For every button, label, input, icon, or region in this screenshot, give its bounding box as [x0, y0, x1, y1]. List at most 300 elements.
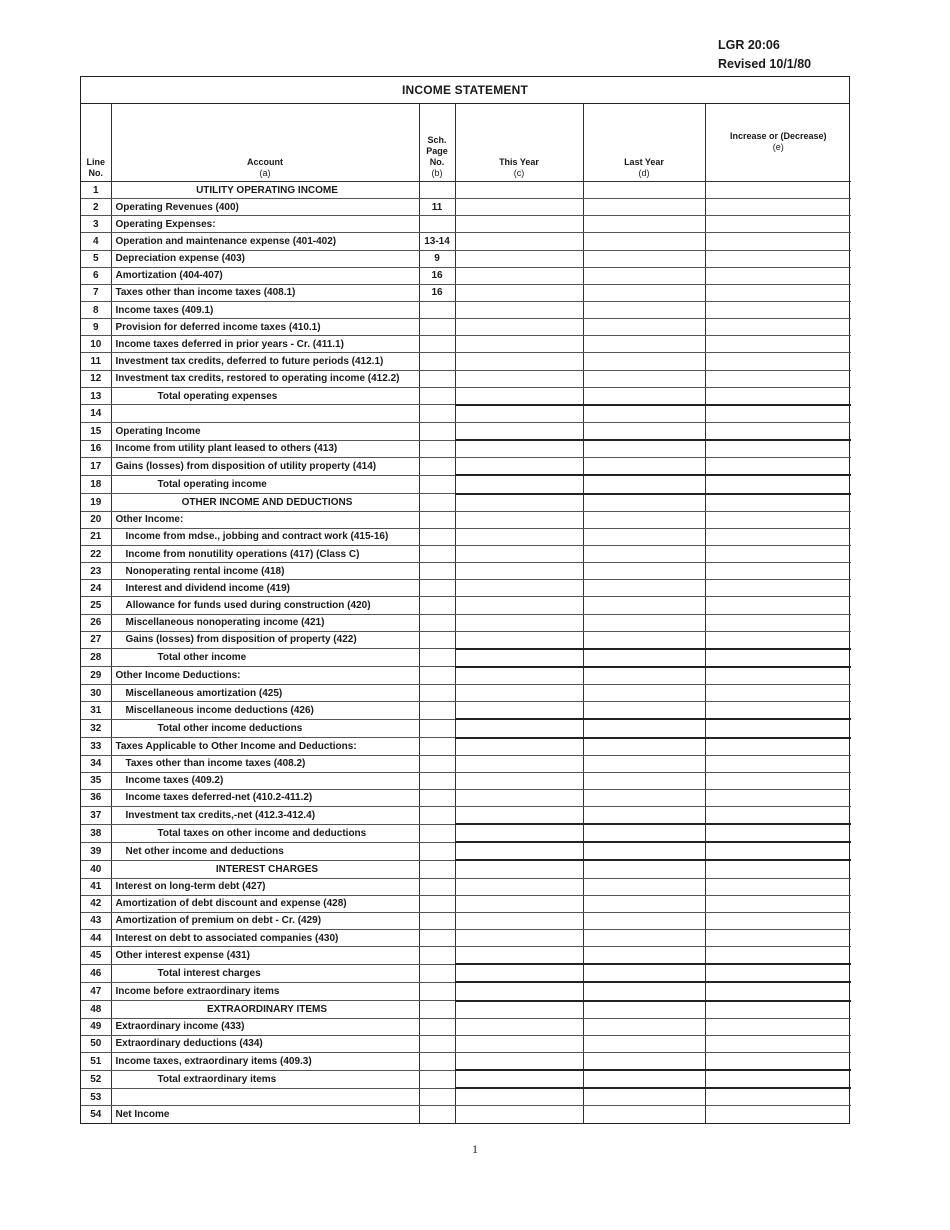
- increase-decrease-amount[interactable]: [705, 824, 851, 842]
- last-year-amount[interactable]: [583, 738, 705, 756]
- account-name: Investment tax credits,-net (412.3-412.4): [111, 807, 419, 825]
- account-name: Extraordinary deductions (434): [111, 1035, 419, 1052]
- income-statement-form: [80, 76, 850, 1124]
- last-year-amount[interactable]: [583, 267, 705, 284]
- last-year-amount[interactable]: [583, 947, 705, 965]
- increase-decrease-amount[interactable]: [705, 719, 851, 737]
- table-row: [81, 912, 851, 929]
- last-year-amount[interactable]: [583, 182, 705, 199]
- increase-decrease-amount[interactable]: [705, 982, 851, 1000]
- last-year-amount[interactable]: [583, 284, 705, 301]
- account-name: Other Income:: [111, 511, 419, 528]
- account-name: Operating Expenses:: [111, 216, 419, 233]
- line-number: 19: [81, 494, 111, 512]
- last-year-amount[interactable]: [583, 199, 705, 216]
- schedule-page: 13-14: [419, 233, 455, 250]
- table-row: [81, 631, 851, 649]
- line-number: 35: [81, 772, 111, 789]
- increase-decrease-amount[interactable]: [705, 738, 851, 756]
- account-name: Operation and maintenance expense (401-402): [111, 233, 419, 250]
- line-number: 34: [81, 755, 111, 772]
- line-number: 42: [81, 895, 111, 912]
- increase-decrease-amount[interactable]: [705, 1106, 851, 1123]
- last-year-amount[interactable]: [583, 387, 705, 405]
- this-year-amount[interactable]: [455, 1018, 583, 1035]
- schedule-page: [419, 353, 455, 370]
- schedule-page: 9: [419, 250, 455, 267]
- increase-decrease-amount[interactable]: [705, 353, 851, 370]
- line-number: 47: [81, 982, 111, 1000]
- last-year-amount[interactable]: [583, 631, 705, 649]
- increase-decrease-amount[interactable]: [705, 405, 851, 423]
- last-year-amount[interactable]: [583, 458, 705, 476]
- increase-decrease-amount[interactable]: [705, 563, 851, 580]
- last-year-amount[interactable]: [583, 1070, 705, 1088]
- increase-decrease-amount[interactable]: [705, 860, 851, 878]
- increase-decrease-amount[interactable]: [705, 440, 851, 458]
- this-year-amount[interactable]: [455, 755, 583, 772]
- schedule-page: [419, 912, 455, 929]
- line-number: 25: [81, 597, 111, 614]
- table-row: [81, 475, 851, 493]
- increase-decrease-amount[interactable]: [705, 685, 851, 702]
- line-number: 54: [81, 1106, 111, 1123]
- this-year-amount[interactable]: [455, 284, 583, 301]
- increase-decrease-amount[interactable]: [705, 1088, 851, 1106]
- table-row: [81, 685, 851, 702]
- last-year-amount[interactable]: [583, 824, 705, 842]
- last-year-amount[interactable]: [583, 301, 705, 318]
- this-year-amount[interactable]: [455, 912, 583, 929]
- last-year-amount[interactable]: [583, 755, 705, 772]
- this-year-amount[interactable]: [455, 301, 583, 318]
- this-year-amount[interactable]: [455, 685, 583, 702]
- increase-decrease-amount[interactable]: [705, 1053, 851, 1071]
- schedule-page: [419, 1106, 455, 1123]
- this-year-amount[interactable]: [455, 1053, 583, 1071]
- last-year-amount[interactable]: [583, 511, 705, 528]
- table-row: [81, 267, 851, 284]
- account-name: Operating Revenues (400): [111, 199, 419, 216]
- this-year-amount[interactable]: [455, 199, 583, 216]
- schedule-page: [419, 1088, 455, 1106]
- this-year-amount[interactable]: [455, 930, 583, 947]
- last-year-amount[interactable]: [583, 1001, 705, 1019]
- line-number: 48: [81, 1001, 111, 1019]
- increase-decrease-amount[interactable]: [705, 930, 851, 947]
- increase-decrease-amount[interactable]: [705, 267, 851, 284]
- this-year-amount[interactable]: [455, 895, 583, 912]
- account-name: Income from nonutility operations (417) (Class C): [111, 545, 419, 562]
- schedule-page: 11: [419, 199, 455, 216]
- account-name: Taxes Applicable to Other Income and Deductions:: [111, 738, 419, 756]
- account-name: Extraordinary income (433): [111, 1018, 419, 1035]
- increase-decrease-amount[interactable]: [705, 284, 851, 301]
- last-year-amount[interactable]: [583, 1018, 705, 1035]
- line-number: 43: [81, 912, 111, 929]
- last-year-amount[interactable]: [583, 842, 705, 860]
- increase-decrease-amount[interactable]: [705, 216, 851, 233]
- increase-decrease-amount[interactable]: [705, 301, 851, 318]
- last-year-amount[interactable]: [583, 475, 705, 493]
- last-year-amount[interactable]: [583, 528, 705, 545]
- line-number: 15: [81, 422, 111, 440]
- this-year-amount[interactable]: [455, 370, 583, 387]
- increase-decrease-amount[interactable]: [705, 1018, 851, 1035]
- this-year-amount[interactable]: [455, 475, 583, 493]
- schedule-page: [419, 755, 455, 772]
- this-year-amount[interactable]: [455, 1088, 583, 1106]
- line-number: 6: [81, 267, 111, 284]
- last-year-amount[interactable]: [583, 1053, 705, 1071]
- table-row: [81, 1035, 851, 1052]
- schedule-page: [419, 1035, 455, 1052]
- account-name: Investment tax credits, deferred to future periods (412.1): [111, 353, 419, 370]
- account-name: Income before extraordinary items: [111, 982, 419, 1000]
- this-year-amount[interactable]: [455, 667, 583, 685]
- table-row: [81, 458, 851, 476]
- account-name: OTHER INCOME AND DEDUCTIONS: [111, 494, 419, 512]
- schedule-page: 16: [419, 267, 455, 284]
- increase-decrease-amount[interactable]: [705, 387, 851, 405]
- account-name: Total other income: [111, 649, 419, 667]
- table-row: [81, 387, 851, 405]
- last-year-amount[interactable]: [583, 440, 705, 458]
- line-number: 29: [81, 667, 111, 685]
- table-row: [81, 353, 851, 370]
- header-increase-decrease: Increase or (Decrease) (e): [705, 104, 851, 182]
- this-year-amount[interactable]: [455, 545, 583, 562]
- last-year-amount[interactable]: [583, 930, 705, 947]
- account-name: UTILITY OPERATING INCOME: [111, 182, 419, 199]
- increase-decrease-amount[interactable]: [705, 545, 851, 562]
- account-name: Amortization of premium on debt - Cr. (429): [111, 912, 419, 929]
- account-name: Allowance for funds used during construction (420): [111, 597, 419, 614]
- table-row: [81, 789, 851, 806]
- schedule-page: [419, 580, 455, 597]
- last-year-amount[interactable]: [583, 702, 705, 720]
- increase-decrease-amount[interactable]: [705, 511, 851, 528]
- last-year-amount[interactable]: [583, 353, 705, 370]
- last-year-amount[interactable]: [583, 233, 705, 250]
- increase-decrease-amount[interactable]: [705, 1070, 851, 1088]
- line-number: 17: [81, 458, 111, 476]
- this-year-amount[interactable]: [455, 1001, 583, 1019]
- last-year-amount[interactable]: [583, 319, 705, 336]
- this-year-amount[interactable]: [455, 738, 583, 756]
- table-row: [81, 545, 851, 562]
- table-row: [81, 667, 851, 685]
- table-row: [81, 1106, 851, 1123]
- account-name: Total interest charges: [111, 964, 419, 982]
- schedule-page: [419, 895, 455, 912]
- schedule-page: [419, 1001, 455, 1019]
- account-name: Operating Income: [111, 422, 419, 440]
- schedule-page: [419, 947, 455, 965]
- line-number: 51: [81, 1053, 111, 1071]
- this-year-amount[interactable]: [455, 267, 583, 284]
- last-year-amount[interactable]: [583, 964, 705, 982]
- schedule-page: [419, 649, 455, 667]
- line-number: 53: [81, 1088, 111, 1106]
- last-year-amount[interactable]: [583, 982, 705, 1000]
- table-row: [81, 597, 851, 614]
- header-last-year: Last Year (d): [583, 104, 705, 182]
- last-year-amount[interactable]: [583, 370, 705, 387]
- this-year-amount[interactable]: [455, 458, 583, 476]
- form-code: LGR 20:06: [718, 38, 780, 52]
- line-number: 33: [81, 738, 111, 756]
- increase-decrease-amount[interactable]: [705, 878, 851, 895]
- increase-decrease-amount[interactable]: [705, 319, 851, 336]
- increase-decrease-amount[interactable]: [705, 475, 851, 493]
- this-year-amount[interactable]: [455, 494, 583, 512]
- account-name: Amortization of debt discount and expense (428): [111, 895, 419, 912]
- schedule-page: [419, 702, 455, 720]
- schedule-page: [419, 807, 455, 825]
- last-year-amount[interactable]: [583, 719, 705, 737]
- schedule-page: [419, 422, 455, 440]
- table-row: [81, 824, 851, 842]
- this-year-amount[interactable]: [455, 511, 583, 528]
- this-year-amount[interactable]: [455, 580, 583, 597]
- line-number: 45: [81, 947, 111, 965]
- this-year-amount[interactable]: [455, 528, 583, 545]
- last-year-amount[interactable]: [583, 336, 705, 353]
- this-year-amount[interactable]: [455, 336, 583, 353]
- this-year-amount[interactable]: [455, 982, 583, 1000]
- header-line-no: Line No.: [81, 104, 111, 182]
- line-number: 50: [81, 1035, 111, 1052]
- schedule-page: [419, 494, 455, 512]
- increase-decrease-amount[interactable]: [705, 1035, 851, 1052]
- schedule-page: [419, 1018, 455, 1035]
- schedule-page: [419, 824, 455, 842]
- line-number: 37: [81, 807, 111, 825]
- increase-decrease-amount[interactable]: [705, 964, 851, 982]
- increase-decrease-amount[interactable]: [705, 772, 851, 789]
- schedule-page: [419, 878, 455, 895]
- last-year-amount[interactable]: [583, 597, 705, 614]
- this-year-amount[interactable]: [455, 563, 583, 580]
- table-row: [81, 1088, 851, 1106]
- increase-decrease-amount[interactable]: [705, 182, 851, 199]
- form-title: INCOME STATEMENT: [81, 77, 849, 104]
- this-year-amount[interactable]: [455, 216, 583, 233]
- last-year-amount[interactable]: [583, 563, 705, 580]
- table-row: [81, 494, 851, 512]
- table-row: [81, 511, 851, 528]
- this-year-amount[interactable]: [455, 405, 583, 423]
- line-number: 21: [81, 528, 111, 545]
- table-row: [81, 336, 851, 353]
- increase-decrease-amount[interactable]: [705, 947, 851, 965]
- this-year-amount[interactable]: [455, 233, 583, 250]
- table-row: [81, 982, 851, 1000]
- line-number: 40: [81, 860, 111, 878]
- line-number: 14: [81, 405, 111, 423]
- table-row: [81, 930, 851, 947]
- line-number: 18: [81, 475, 111, 493]
- increase-decrease-amount[interactable]: [705, 336, 851, 353]
- table-row: [81, 755, 851, 772]
- income-statement-table: [81, 104, 851, 1123]
- increase-decrease-amount[interactable]: [705, 789, 851, 806]
- increase-decrease-amount[interactable]: [705, 1001, 851, 1019]
- last-year-amount[interactable]: [583, 422, 705, 440]
- schedule-page: [419, 982, 455, 1000]
- last-year-amount[interactable]: [583, 614, 705, 631]
- increase-decrease-amount[interactable]: [705, 649, 851, 667]
- increase-decrease-amount[interactable]: [705, 842, 851, 860]
- header-schedule-page: Sch. Page No. (b): [419, 104, 455, 182]
- last-year-amount[interactable]: [583, 772, 705, 789]
- table-row: [81, 878, 851, 895]
- schedule-page: [419, 301, 455, 318]
- account-name: Miscellaneous nonoperating income (421): [111, 614, 419, 631]
- this-year-amount[interactable]: [455, 597, 583, 614]
- table-row: [81, 422, 851, 440]
- table-row: [81, 895, 851, 912]
- account-name: Other Income Deductions:: [111, 667, 419, 685]
- line-number: 32: [81, 719, 111, 737]
- schedule-page: [419, 719, 455, 737]
- this-year-amount[interactable]: [455, 387, 583, 405]
- line-number: 23: [81, 563, 111, 580]
- account-name: EXTRAORDINARY ITEMS: [111, 1001, 419, 1019]
- this-year-amount[interactable]: [455, 878, 583, 895]
- last-year-amount[interactable]: [583, 1035, 705, 1052]
- last-year-amount[interactable]: [583, 912, 705, 929]
- this-year-amount[interactable]: [455, 631, 583, 649]
- account-name: Income taxes, extraordinary items (409.3): [111, 1053, 419, 1071]
- increase-decrease-amount[interactable]: [705, 702, 851, 720]
- table-row: [81, 1070, 851, 1088]
- account-name: Taxes other than income taxes (408.2): [111, 755, 419, 772]
- schedule-page: [419, 1053, 455, 1071]
- increase-decrease-amount[interactable]: [705, 494, 851, 512]
- account-name: Investment tax credits, restored to operating income (412.2): [111, 370, 419, 387]
- table-row: [81, 738, 851, 756]
- this-year-amount[interactable]: [455, 947, 583, 965]
- last-year-amount[interactable]: [583, 860, 705, 878]
- account-name: Miscellaneous amortization (425): [111, 685, 419, 702]
- this-year-amount[interactable]: [455, 440, 583, 458]
- last-year-amount[interactable]: [583, 895, 705, 912]
- line-number: 13: [81, 387, 111, 405]
- last-year-amount[interactable]: [583, 405, 705, 423]
- this-year-amount[interactable]: [455, 807, 583, 825]
- this-year-amount[interactable]: [455, 649, 583, 667]
- last-year-amount[interactable]: [583, 580, 705, 597]
- last-year-amount[interactable]: [583, 1106, 705, 1123]
- last-year-amount[interactable]: [583, 1088, 705, 1106]
- account-name: Income taxes deferred-net (410.2-411.2): [111, 789, 419, 806]
- table-row: [81, 370, 851, 387]
- increase-decrease-amount[interactable]: [705, 199, 851, 216]
- last-year-amount[interactable]: [583, 545, 705, 562]
- schedule-page: [419, 1070, 455, 1088]
- schedule-page: [419, 860, 455, 878]
- increase-decrease-amount[interactable]: [705, 458, 851, 476]
- this-year-amount[interactable]: [455, 789, 583, 806]
- account-name: Gains (losses) from disposition of property (422): [111, 631, 419, 649]
- account-name: [111, 405, 419, 423]
- schedule-page: [419, 405, 455, 423]
- line-number: 12: [81, 370, 111, 387]
- line-number: 8: [81, 301, 111, 318]
- last-year-amount[interactable]: [583, 494, 705, 512]
- last-year-amount[interactable]: [583, 685, 705, 702]
- this-year-amount[interactable]: [455, 964, 583, 982]
- this-year-amount[interactable]: [455, 353, 583, 370]
- increase-decrease-amount[interactable]: [705, 422, 851, 440]
- last-year-amount[interactable]: [583, 878, 705, 895]
- table-row: [81, 964, 851, 982]
- last-year-amount[interactable]: [583, 250, 705, 267]
- page-number: 1: [472, 1142, 478, 1156]
- account-name: Provision for deferred income taxes (410.1): [111, 319, 419, 336]
- table-row: [81, 860, 851, 878]
- increase-decrease-amount[interactable]: [705, 807, 851, 825]
- increase-decrease-amount[interactable]: [705, 895, 851, 912]
- this-year-amount[interactable]: [455, 319, 583, 336]
- increase-decrease-amount[interactable]: [705, 370, 851, 387]
- increase-decrease-amount[interactable]: [705, 912, 851, 929]
- this-year-amount[interactable]: [455, 614, 583, 631]
- increase-decrease-amount[interactable]: [705, 250, 851, 267]
- increase-decrease-amount[interactable]: [705, 631, 851, 649]
- increase-decrease-amount[interactable]: [705, 614, 851, 631]
- account-name: Miscellaneous income deductions (426): [111, 702, 419, 720]
- increase-decrease-amount[interactable]: [705, 528, 851, 545]
- this-year-amount[interactable]: [455, 702, 583, 720]
- this-year-amount[interactable]: [455, 824, 583, 842]
- increase-decrease-amount[interactable]: [705, 580, 851, 597]
- table-row: [81, 440, 851, 458]
- last-year-amount[interactable]: [583, 667, 705, 685]
- this-year-amount[interactable]: [455, 1106, 583, 1123]
- this-year-amount[interactable]: [455, 860, 583, 878]
- account-name: Interest on long-term debt (427): [111, 878, 419, 895]
- increase-decrease-amount[interactable]: [705, 597, 851, 614]
- line-number: 39: [81, 842, 111, 860]
- table-row: [81, 405, 851, 423]
- table-row: [81, 563, 851, 580]
- table-row: [81, 1018, 851, 1035]
- schedule-page: [419, 738, 455, 756]
- this-year-amount[interactable]: [455, 772, 583, 789]
- this-year-amount[interactable]: [455, 250, 583, 267]
- this-year-amount[interactable]: [455, 719, 583, 737]
- last-year-amount[interactable]: [583, 216, 705, 233]
- line-number: 30: [81, 685, 111, 702]
- last-year-amount[interactable]: [583, 649, 705, 667]
- line-number: 22: [81, 545, 111, 562]
- increase-decrease-amount[interactable]: [705, 755, 851, 772]
- this-year-amount[interactable]: [455, 1035, 583, 1052]
- this-year-amount[interactable]: [455, 182, 583, 199]
- this-year-amount[interactable]: [455, 842, 583, 860]
- account-name: Total other income deductions: [111, 719, 419, 737]
- increase-decrease-amount[interactable]: [705, 667, 851, 685]
- this-year-amount[interactable]: [455, 422, 583, 440]
- this-year-amount[interactable]: [455, 1070, 583, 1088]
- last-year-amount[interactable]: [583, 789, 705, 806]
- last-year-amount[interactable]: [583, 807, 705, 825]
- increase-decrease-amount[interactable]: [705, 233, 851, 250]
- schedule-page: [419, 440, 455, 458]
